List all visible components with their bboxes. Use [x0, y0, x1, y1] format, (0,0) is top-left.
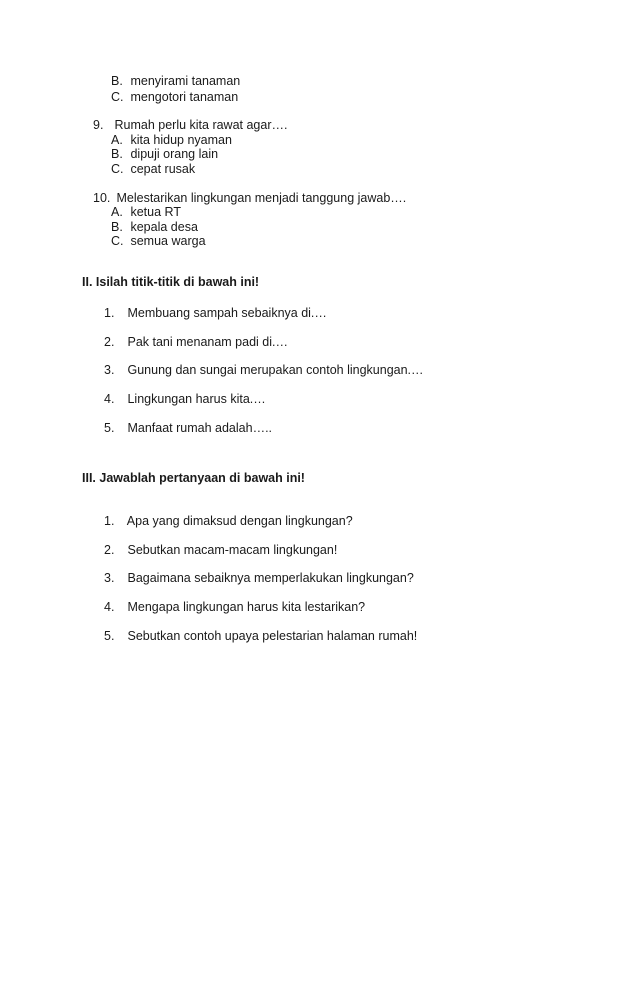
- option-8b: [111, 74, 240, 89]
- question-number: 10.: [93, 191, 111, 205]
- item-number: 5.: [104, 421, 115, 435]
- item-number: 1.: [104, 514, 115, 528]
- option-10a: [111, 205, 181, 220]
- item-text: Apa yang dimaksud dengan lingkungan?: [126, 514, 353, 528]
- option-letter: B.: [111, 220, 123, 234]
- option-10c: [111, 234, 206, 249]
- item-text: Pak tani menanam padi di.…: [127, 335, 288, 349]
- essay-item-2: [104, 543, 337, 558]
- option-letter: C.: [111, 162, 124, 176]
- question-number: 9.: [93, 118, 104, 132]
- option-8c: [111, 90, 238, 105]
- option-letter: B.: [111, 147, 123, 161]
- option-letter: B.: [111, 74, 123, 88]
- item-text: Membuang sampah sebaiknya di.…: [127, 306, 327, 320]
- essay-item-4: [104, 600, 365, 615]
- option-text: ketua RT: [130, 205, 181, 219]
- item-number: 2.: [104, 335, 115, 349]
- essay-item-5: [104, 629, 417, 644]
- fill-item-4: [104, 392, 266, 407]
- item-text: Lingkungan harus kita.…: [127, 392, 266, 406]
- fill-item-5: [104, 421, 272, 436]
- essay-item-1: [104, 514, 353, 529]
- fill-item-2: [104, 335, 288, 350]
- option-9b: [111, 147, 218, 162]
- option-letter: C.: [111, 90, 124, 104]
- option-text: kita hidup nyaman: [130, 133, 232, 147]
- question-text: Melestarikan lingkungan menjadi tanggung jawab….: [116, 191, 407, 205]
- item-number: 4.: [104, 392, 115, 406]
- option-text: cepat rusak: [130, 162, 196, 176]
- item-text: Manfaat rumah adalah…..: [127, 421, 273, 435]
- option-text: semua warga: [130, 234, 206, 248]
- option-text: menyirami tanaman: [130, 74, 241, 88]
- option-letter: A.: [111, 205, 123, 219]
- item-text: Sebutkan macam-macam lingkungan!: [127, 543, 338, 557]
- item-number: 3.: [104, 571, 115, 585]
- option-10b: [111, 220, 198, 235]
- question-10: [93, 191, 406, 206]
- section-heading-3: III. Jawablah pertanyaan di bawah ini!: [82, 471, 305, 485]
- option-letter: A.: [111, 133, 123, 147]
- item-text: Sebutkan contoh upaya pelestarian halaman rumah!: [127, 629, 418, 643]
- fill-item-1: [104, 306, 327, 321]
- option-text: kepala desa: [130, 220, 198, 234]
- item-number: 3.: [104, 363, 115, 377]
- option-9a: [111, 133, 232, 148]
- item-number: 2.: [104, 543, 115, 557]
- item-number: 4.: [104, 600, 115, 614]
- option-text: dipuji orang lain: [130, 147, 219, 161]
- fill-item-3: [104, 363, 424, 378]
- option-letter: C.: [111, 234, 124, 248]
- item-text: Bagaimana sebaiknya memperlakukan lingkungan?: [127, 571, 414, 585]
- option-9c: [111, 162, 195, 177]
- item-text: Gunung dan sungai merupakan contoh lingkungan.…: [127, 363, 424, 377]
- option-text: mengotori tanaman: [130, 90, 239, 104]
- item-number: 5.: [104, 629, 115, 643]
- essay-item-3: [104, 571, 414, 586]
- question-text: Rumah perlu kita rawat agar….: [114, 118, 288, 132]
- item-number: 1.: [104, 306, 115, 320]
- section-heading-2: II. Isilah titik-titik di bawah ini!: [82, 275, 260, 289]
- item-text: Mengapa lingkungan harus kita lestarikan?: [127, 600, 366, 614]
- question-9: [93, 118, 287, 133]
